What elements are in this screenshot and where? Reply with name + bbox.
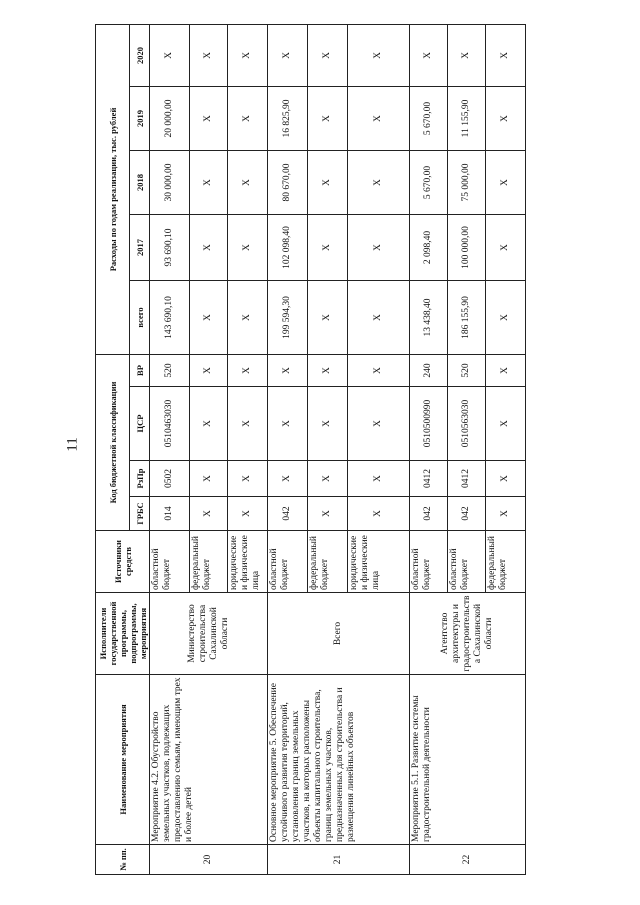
cell-grbs: 014 — [150, 497, 190, 531]
cell-grbs: 042 — [268, 497, 308, 531]
header-2019: 2019 — [130, 87, 150, 151]
cell-total: X — [190, 281, 228, 355]
header-num: № пп. — [96, 845, 150, 875]
cell-y2017: 102 098,40 — [268, 215, 308, 281]
cell-source: областной бюджет — [410, 531, 448, 593]
row-number: 20 — [150, 845, 268, 875]
cell-grbs: X — [486, 497, 526, 531]
cell-y2017: X — [190, 215, 228, 281]
cell-y2020: X — [228, 24, 268, 86]
cell-y2020: X — [268, 24, 308, 86]
row-number: 21 — [268, 845, 410, 875]
cell-y2018: 80 670,00 — [268, 151, 308, 215]
cell-y2019: X — [190, 87, 228, 151]
cell-csr: X — [228, 387, 268, 461]
cell-rzpr: 0502 — [150, 461, 190, 497]
cell-y2018: X — [228, 151, 268, 215]
cell-vr: X — [190, 355, 228, 387]
cell-rzpr: 0412 — [448, 461, 486, 497]
cell-rzpr: 0412 — [410, 461, 448, 497]
cell-y2018: X — [348, 151, 410, 215]
activity-name: Мероприятие 5.1. Развитие системы градостроительной деятельности — [410, 675, 526, 845]
header-rzpr: РзПр — [130, 461, 150, 497]
cell-rzpr: X — [228, 461, 268, 497]
cell-csr: 0510463030 — [150, 387, 190, 461]
cell-vr: X — [308, 355, 348, 387]
cell-vr: 520 — [150, 355, 190, 387]
header-name: Наименование мероприятия — [96, 675, 150, 845]
cell-vr: X — [228, 355, 268, 387]
cell-y2019: 16 825,90 — [268, 87, 308, 151]
page-number: 11 — [64, 437, 81, 452]
cell-rzpr: X — [486, 461, 526, 497]
cell-vr: 240 — [410, 355, 448, 387]
cell-csr: 0510563030 — [448, 387, 486, 461]
cell-source: областной бюджет — [150, 531, 190, 593]
cell-csr: 0510500990 — [410, 387, 448, 461]
cell-y2020: X — [308, 24, 348, 86]
cell-y2019: 20 000,00 — [150, 87, 190, 151]
activity-name: Основное мероприятие 5. Обеспечение устойчивого развития территорий, установления границ земельных участков, на которых расположены объекты капитального строительства, границ земельных участков, предназначенных для строительства и размещения линейных объектов — [268, 675, 410, 845]
header-source: Источники средств — [96, 531, 150, 593]
cell-source: федеральный бюджет — [190, 531, 228, 593]
table-row — [410, 24, 448, 874]
cell-grbs: X — [348, 497, 410, 531]
header-total: всего — [130, 281, 150, 355]
cell-grbs: X — [190, 497, 228, 531]
cell-y2018: X — [308, 151, 348, 215]
cell-total: X — [486, 281, 526, 355]
cell-y2020: X — [448, 24, 486, 86]
cell-total: X — [228, 281, 268, 355]
executor: Министерство строительства Сахалинской области — [150, 593, 268, 675]
cell-y2020: X — [190, 24, 228, 86]
cell-vr: X — [268, 355, 308, 387]
cell-y2018: 5 670,00 — [410, 151, 448, 215]
cell-y2018: 75 000,00 — [448, 151, 486, 215]
table-row — [268, 24, 308, 874]
cell-csr: X — [190, 387, 228, 461]
cell-rzpr: X — [268, 461, 308, 497]
cell-source: федеральный бюджет — [308, 531, 348, 593]
cell-grbs: X — [228, 497, 268, 531]
cell-total: 199 594,30 — [268, 281, 308, 355]
cell-y2017: 100 000,00 — [448, 215, 486, 281]
cell-grbs: X — [308, 497, 348, 531]
cell-grbs: 042 — [448, 497, 486, 531]
header-vr: ВР — [130, 355, 150, 387]
cell-y2017: 93 690,10 — [150, 215, 190, 281]
cell-y2017: X — [348, 215, 410, 281]
cell-vr: 520 — [448, 355, 486, 387]
cell-y2017: X — [486, 215, 526, 281]
cell-y2020: X — [410, 24, 448, 86]
cell-vr: X — [348, 355, 410, 387]
cell-source: федеральный бюджет — [486, 531, 526, 593]
cell-total: 13 438,40 — [410, 281, 448, 355]
cell-source: областной бюджет — [268, 531, 308, 593]
header-grbs: ГРБС — [130, 497, 150, 531]
cell-total: 143 690,10 — [150, 281, 190, 355]
header-executor: Исполнители государственной программы, подпрограммы, мероприятия — [96, 593, 150, 675]
cell-rzpr: X — [348, 461, 410, 497]
table-row — [150, 24, 190, 874]
cell-y2019: X — [348, 87, 410, 151]
cell-y2018: X — [190, 151, 228, 215]
header-2018: 2018 — [130, 151, 150, 215]
cell-rzpr: X — [308, 461, 348, 497]
cell-csr: X — [308, 387, 348, 461]
cell-y2018: 30 000,00 — [150, 151, 190, 215]
cell-y2020: X — [348, 24, 410, 86]
header-expenses: Расходы по годам реализации, тыс. рублей — [96, 24, 130, 354]
activity-name: Мероприятие 4.2. Обустройство земельных участков, подлежащих предоставлению семьям, имеющим трех и более детей — [150, 675, 268, 845]
cell-y2019: X — [228, 87, 268, 151]
cell-y2020: X — [486, 24, 526, 86]
cell-csr: X — [348, 387, 410, 461]
cell-y2018: X — [486, 151, 526, 215]
header-csr: ЦСР — [130, 387, 150, 461]
cell-grbs: 042 — [410, 497, 448, 531]
cell-total: X — [348, 281, 410, 355]
cell-source: юридические и физические лица — [228, 531, 268, 593]
cell-y2019: X — [308, 87, 348, 151]
row-number: 22 — [410, 845, 526, 875]
cell-rzpr: X — [190, 461, 228, 497]
cell-total: X — [308, 281, 348, 355]
cell-y2019: 5 670,00 — [410, 87, 448, 151]
rotated-table-container — [95, 25, 635, 875]
cell-y2017: X — [228, 215, 268, 281]
cell-y2020: X — [150, 24, 190, 86]
executor: Всего — [268, 593, 410, 675]
cell-csr: X — [486, 387, 526, 461]
header-2020: 2020 — [130, 24, 150, 86]
cell-total: 186 155,90 — [448, 281, 486, 355]
cell-y2017: X — [308, 215, 348, 281]
executor: Агентство архитектуры и градостроительства Сахалинской области — [410, 593, 526, 675]
cell-y2019: X — [486, 87, 526, 151]
header-2017: 2017 — [130, 215, 150, 281]
cell-y2017: 2 098,40 — [410, 215, 448, 281]
cell-source: юридические и физические лица — [348, 531, 410, 593]
cell-y2019: 11 155,90 — [448, 87, 486, 151]
cell-csr: X — [268, 387, 308, 461]
cell-vr: X — [486, 355, 526, 387]
cell-source: областной бюджет — [448, 531, 486, 593]
budget-table — [95, 24, 526, 875]
header-budget-code: Код бюджетной классификации — [96, 355, 130, 531]
